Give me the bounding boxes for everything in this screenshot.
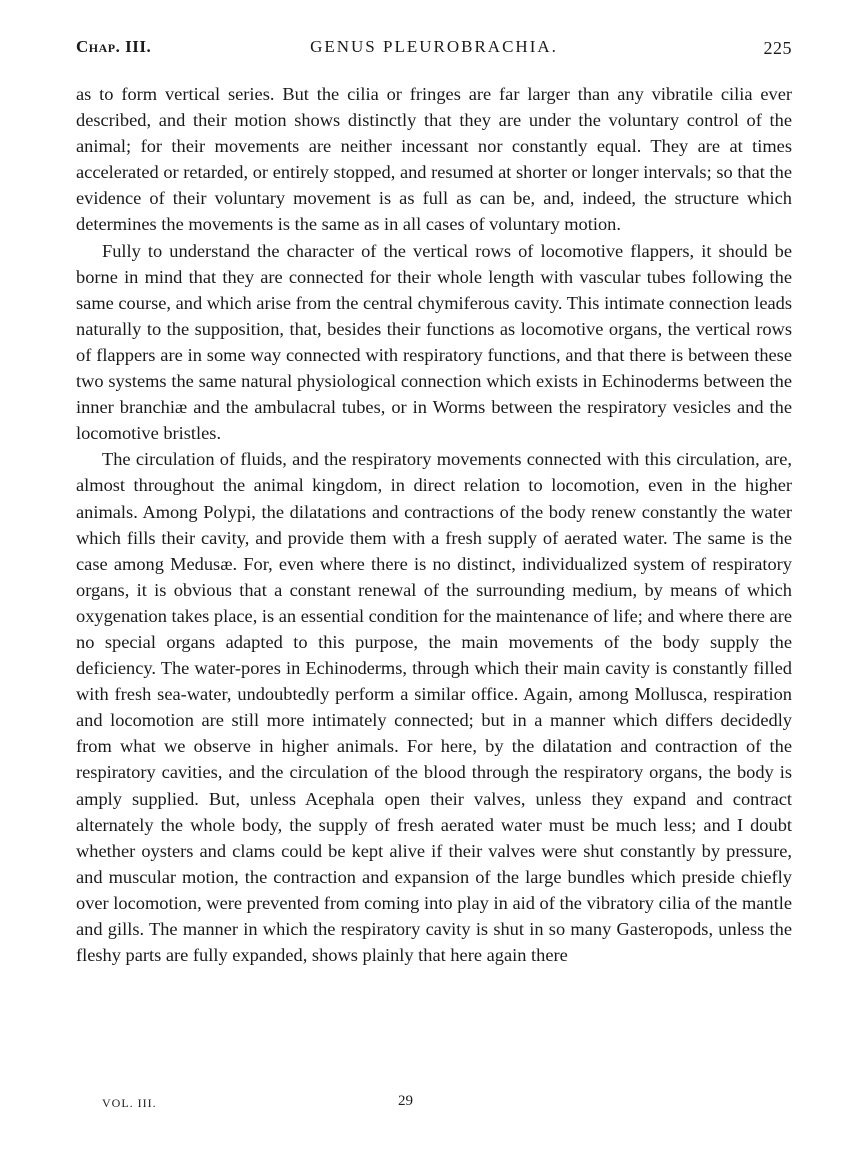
body-text — [76, 81, 792, 968]
volume-label: VOL. III. — [102, 1096, 157, 1110]
running-header — [76, 37, 792, 65]
signature-mark: 29 — [398, 1093, 413, 1109]
chapter-label: Chap. III. — [76, 37, 152, 56]
page-footer — [76, 1093, 792, 1115]
page-number: 225 — [763, 38, 792, 58]
running-title: GENUS PLEUROBRACHIA. — [310, 37, 558, 56]
paragraph: Fully to understand the character of the vertical rows of locomotive flappers, it should be borne in mind that they are connected for their whole length with vascular tubes following the same course, and which arise from the central chymiferous cavity. This intimate connection leads naturally to the supposition, that, besides their functions as locomotive organs, the vertical rows of flappers are in some way connected with respiratory functions, and that there is between these two systems the same natural physiological connection which exists in Echinoderms between the inner branchiæ and the ambulacral tubes, or in Worms between the respiratory vesicles and the locomotive bristles. — [76, 240, 792, 444]
paragraph-continuation: as to form vertical series. But the cilia or fringes are far larger than any vibratile cilia ever described, and their motion shows distinctly that they are under the voluntary control of the animal; for their movements are neither incessant nor constantly equal. They are at times accelerated or retarded, or entirely stopped, and resumed at shorter or longer intervals; so that the evidence of their voluntary movement is as full as can be, and, indeed, the structure which determines the movements is the same as in all cases of voluntary motion. — [76, 84, 792, 235]
paragraph: The circulation of fluids, and the respiratory movements connected with this circulation, are, almost throughout the animal kingdom, in direct relation to locomotion, even in the higher animals. Among Polypi, the dilatations and contractions of the body renew constantly the water which fills their cavity, and provide them with a fresh supply of aerated water. The same is the case among Medusæ. For, even where there is no distinct, individualized system of respiratory organs, it is obvious that a constant renewal of the surrounding medium, by means of which oxygenation takes place, is an essential condition for the maintenance of life; and where there are no special organs adapted to this purpose, the main movements of the body supply the deficiency. The water-pores in Echinoderms, through which their main cavity is constantly filled with fresh sea-water, undoubtedly perform a similar office. Again, among Mollusca, respiration and locomotion are still more intimately connected; but in a manner which differs decidedly from what we observe in higher animals. For here, by the dilatation and contraction of the respiratory cavities, and the circulation of the blood through the respiratory organs, the body is amply supplied. But, unless Acephala open their valves, unless they expand and contract alternately the whole body, the supply of fresh aerated water must be much less; and I doubt whether oysters and clams could be kept alive if their valves were shut constantly by pressure, and muscular motion, the contraction and expansion of the large bundles which preside chiefly over locomotion, were prevented from coming into play in aid of the vibratory cilia of the mantle and gills. The manner in which the respiratory cavity is shut in so many Gasteropods, unless the fleshy parts are fully expanded, shows plainly that here again there — [76, 449, 792, 966]
